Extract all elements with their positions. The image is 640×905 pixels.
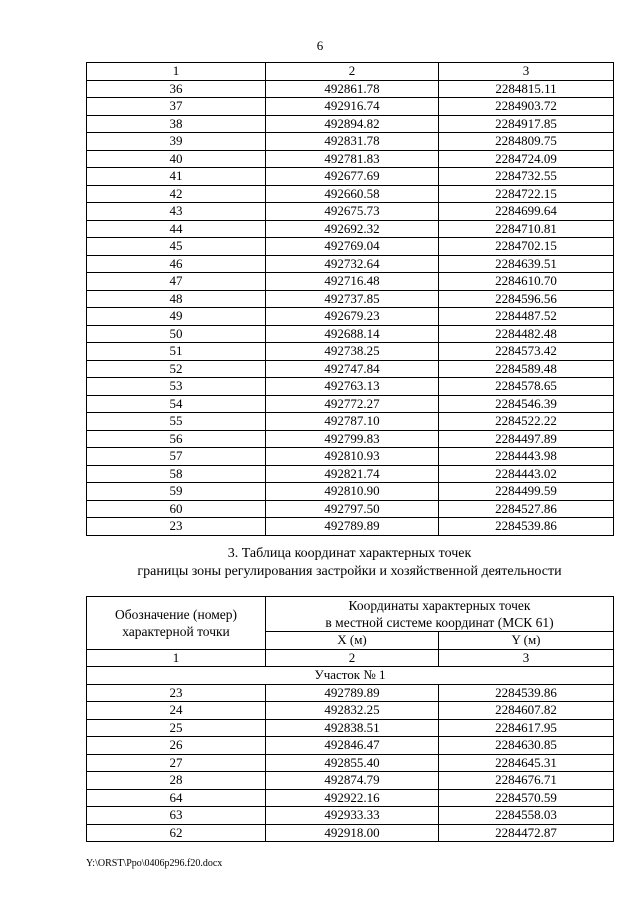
table-cell: 2284558.03	[439, 807, 614, 825]
table-cell: 2284539.86	[439, 684, 614, 702]
table-cell: 2284699.64	[439, 203, 614, 221]
table-cell: 48	[87, 290, 266, 308]
table-cell: 3	[439, 63, 614, 81]
table-row	[87, 772, 614, 790]
table-cell: 64	[87, 789, 266, 807]
table-cell: 492797.50	[266, 500, 439, 518]
table-cell: 28	[87, 772, 266, 790]
table-cell: 492821.74	[266, 465, 439, 483]
table-cell: 2284546.39	[439, 395, 614, 413]
table-cell: 492732.64	[266, 255, 439, 273]
table-cell: 2284710.81	[439, 220, 614, 238]
table-cell: 492675.73	[266, 203, 439, 221]
table-cell: 492861.78	[266, 80, 439, 98]
table-cell: 46	[87, 255, 266, 273]
table-cell: 492933.33	[266, 807, 439, 825]
table-row	[87, 465, 614, 483]
table-cell: 492677.69	[266, 168, 439, 186]
table-cell: 2284499.59	[439, 483, 614, 501]
table-cell: 27	[87, 754, 266, 772]
table-cell: 492789.89	[266, 518, 439, 536]
point-designation-header	[87, 597, 266, 650]
table-cell: 45	[87, 238, 266, 256]
table-cell: 492716.48	[266, 273, 439, 291]
table-cell: 25	[87, 719, 266, 737]
table-row	[87, 98, 614, 116]
table-cell: 2284578.65	[439, 378, 614, 396]
zone-coordinates-table	[86, 596, 614, 842]
table-cell: 2284472.87	[439, 824, 614, 842]
table-cell: 492738.25	[266, 343, 439, 361]
section-label: Участок № 1	[87, 667, 614, 685]
table-row	[87, 789, 614, 807]
numbering-cell: 1	[87, 649, 266, 667]
table-cell: 492789.89	[266, 684, 439, 702]
table-cell: 492916.74	[266, 98, 439, 116]
table-cell: 2284724.09	[439, 150, 614, 168]
table-row	[87, 448, 614, 466]
table-cell: 63	[87, 807, 266, 825]
table-cell: 492894.82	[266, 115, 439, 133]
page-number: 6	[316, 38, 324, 53]
table-cell: 2284676.71	[439, 772, 614, 790]
y-header: Y (м)	[439, 632, 614, 650]
table-row	[87, 483, 614, 501]
table-cell: 51	[87, 343, 266, 361]
table-cell: 2284589.48	[439, 360, 614, 378]
table-cell: 2284639.51	[439, 255, 614, 273]
table-row	[87, 737, 614, 755]
table-row	[87, 273, 614, 291]
table-header-row	[87, 597, 614, 632]
table-cell: 492831.78	[266, 133, 439, 151]
table-row	[87, 824, 614, 842]
table-cell: 2284645.31	[439, 754, 614, 772]
table-cell: 492737.85	[266, 290, 439, 308]
table-cell: 50	[87, 325, 266, 343]
table-row	[87, 325, 614, 343]
numbering-row	[87, 649, 614, 667]
file-path-footer: Y:\ORST\Ppo\0406p296.f20.docx	[86, 858, 223, 869]
section-title-line-2: границы зоны регулирования застройки и хозяйственной деятельности	[137, 564, 562, 579]
table-cell: 492874.79	[266, 772, 439, 790]
table-row	[87, 308, 614, 326]
table-cell: 23	[87, 518, 266, 536]
table-cell: 492747.84	[266, 360, 439, 378]
table-cell: 2284607.82	[439, 702, 614, 720]
table-cell: 492799.83	[266, 430, 439, 448]
table-cell: 2284610.70	[439, 273, 614, 291]
table-cell: 40	[87, 150, 266, 168]
coordinates-table-continued	[86, 62, 614, 536]
table-cell: 2284630.85	[439, 737, 614, 755]
x-header: X (м)	[266, 632, 439, 650]
table-cell: 492846.47	[266, 737, 439, 755]
table-cell: 53	[87, 378, 266, 396]
table-cell: 2284809.75	[439, 133, 614, 151]
table-cell: 492781.83	[266, 150, 439, 168]
table-row	[87, 807, 614, 825]
table-row	[87, 80, 614, 98]
table-cell: 492918.00	[266, 824, 439, 842]
table-cell: 2284722.15	[439, 185, 614, 203]
table-cell: 58	[87, 465, 266, 483]
table-row	[87, 378, 614, 396]
column-number-row	[87, 63, 614, 81]
table-row	[87, 500, 614, 518]
table-cell: 2284443.98	[439, 448, 614, 466]
table-row	[87, 185, 614, 203]
point-designation-header-line-1: Обозначение (номер)	[115, 606, 237, 622]
table-cell: 2284903.72	[439, 98, 614, 116]
table-cell: 2284539.86	[439, 518, 614, 536]
table-cell: 2284497.89	[439, 430, 614, 448]
table-cell: 492660.58	[266, 185, 439, 203]
table-cell: 2284487.52	[439, 308, 614, 326]
table-cell: 2284570.59	[439, 789, 614, 807]
table-cell: 492763.13	[266, 378, 439, 396]
table-cell: 23	[87, 684, 266, 702]
table-cell: 1	[87, 63, 266, 81]
table-cell: 492772.27	[266, 395, 439, 413]
table-cell: 2284732.55	[439, 168, 614, 186]
table-cell: 492787.10	[266, 413, 439, 431]
table-cell: 2284527.86	[439, 500, 614, 518]
table-cell: 2284573.42	[439, 343, 614, 361]
table-row	[87, 518, 614, 536]
table-cell: 56	[87, 430, 266, 448]
table-cell: 62	[87, 824, 266, 842]
table-row	[87, 133, 614, 151]
table-cell: 492810.90	[266, 483, 439, 501]
coordinates-header-line-2: в местной системе координат (МСК 61)	[325, 615, 554, 630]
table-row	[87, 115, 614, 133]
table-cell: 2284482.48	[439, 325, 614, 343]
table-cell: 52	[87, 360, 266, 378]
table-cell: 2284443.02	[439, 465, 614, 483]
table-cell: 55	[87, 413, 266, 431]
table-row	[87, 754, 614, 772]
table-cell: 44	[87, 220, 266, 238]
table-row	[87, 684, 614, 702]
table-cell: 2284596.56	[439, 290, 614, 308]
table-cell: 492692.32	[266, 220, 439, 238]
table-cell: 492855.40	[266, 754, 439, 772]
table-cell: 492810.93	[266, 448, 439, 466]
table-cell: 26	[87, 737, 266, 755]
section-title-line-1: 3. Таблица координат характерных точек	[227, 546, 472, 561]
table-row	[87, 413, 614, 431]
table-cell: 24	[87, 702, 266, 720]
table-cell: 43	[87, 203, 266, 221]
table-row	[87, 719, 614, 737]
table-cell: 39	[87, 133, 266, 151]
table-row	[87, 343, 614, 361]
table-cell: 38	[87, 115, 266, 133]
section-title	[86, 545, 613, 581]
table-cell: 2284522.22	[439, 413, 614, 431]
table-cell: 2284917.85	[439, 115, 614, 133]
table-cell: 60	[87, 500, 266, 518]
table-cell: 2284702.15	[439, 238, 614, 256]
table-cell: 41	[87, 168, 266, 186]
section-label-row	[87, 667, 614, 685]
table-row	[87, 395, 614, 413]
table-cell: 492769.04	[266, 238, 439, 256]
table-cell: 37	[87, 98, 266, 116]
table-row	[87, 702, 614, 720]
table-cell: 57	[87, 448, 266, 466]
table-cell: 49	[87, 308, 266, 326]
point-designation-header-line-2: характерной точки	[122, 623, 230, 639]
numbering-cell: 3	[439, 649, 614, 667]
table-cell: 492688.14	[266, 325, 439, 343]
table-row	[87, 220, 614, 238]
table-cell: 492832.25	[266, 702, 439, 720]
table-cell: 492838.51	[266, 719, 439, 737]
table-cell: 36	[87, 80, 266, 98]
table-row	[87, 255, 614, 273]
table-row	[87, 430, 614, 448]
table-cell: 2284815.11	[439, 80, 614, 98]
table-cell: 47	[87, 273, 266, 291]
table-row	[87, 290, 614, 308]
coordinates-header	[266, 597, 614, 632]
numbering-cell: 2	[266, 649, 439, 667]
table-cell: 54	[87, 395, 266, 413]
table-cell: 492922.16	[266, 789, 439, 807]
table-row	[87, 360, 614, 378]
table-cell: 42	[87, 185, 266, 203]
table-row	[87, 150, 614, 168]
table-cell: 2284617.95	[439, 719, 614, 737]
table-row	[87, 168, 614, 186]
table-cell: 2	[266, 63, 439, 81]
table-row	[87, 238, 614, 256]
table-row	[87, 203, 614, 221]
table-cell: 492679.23	[266, 308, 439, 326]
coordinates-header-line-1: Координаты характерных точек	[348, 598, 531, 613]
table-cell: 59	[87, 483, 266, 501]
